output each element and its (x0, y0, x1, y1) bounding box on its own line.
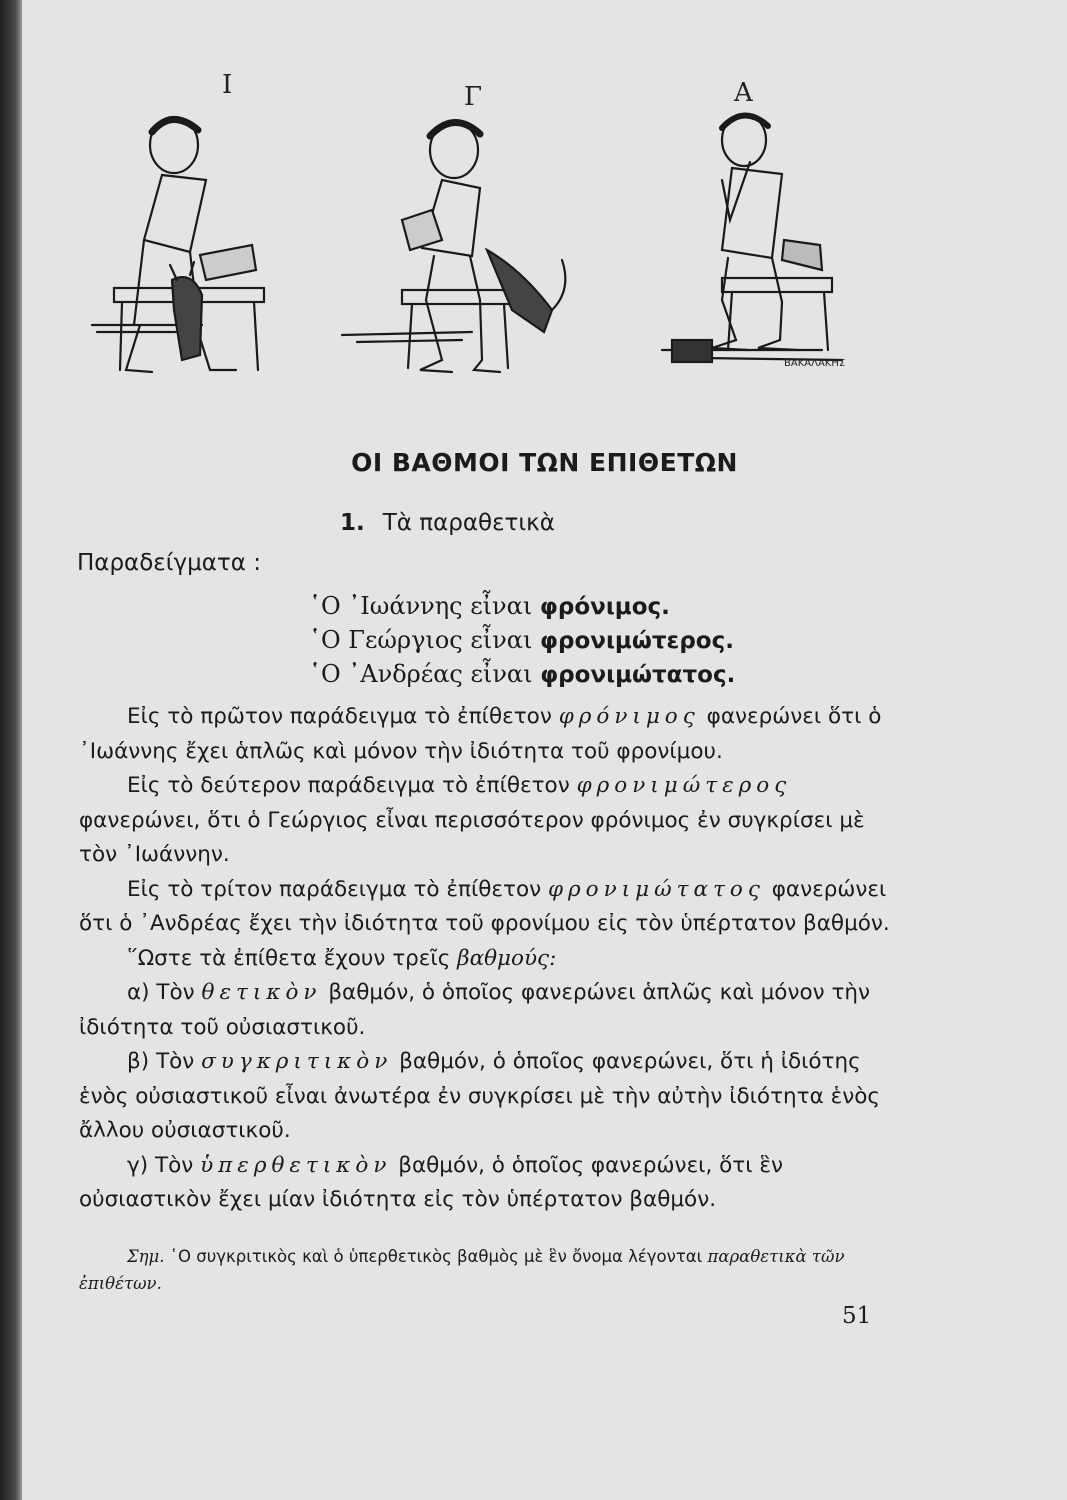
boy-ioannis-figure (114, 117, 264, 372)
example-line: ῾Ο ᾿Ανδρέας εἶναι φρονιμώτατος. (309, 660, 736, 688)
section-number: 1. (340, 510, 365, 536)
illustration-letter-a: Α (734, 78, 753, 108)
illustration (82, 70, 902, 400)
footnote (79, 1243, 899, 1297)
page-number: 51 (842, 1303, 872, 1329)
illustrator-signature: ΒΑΚΑΛΑΚΗΣ (784, 358, 846, 369)
examples-label: Παραδείγματα : (77, 550, 261, 576)
book-page (22, 0, 1067, 1500)
body-text (79, 700, 899, 1218)
note-label: Σημ. (127, 1247, 165, 1266)
three-boys-drawing (82, 70, 902, 400)
illustration-letter-g: Γ (464, 82, 483, 112)
paragraph: Εἰς τὸ δεύτερον παράδειγμα τὸ ἐπίθετον φρονιμώτερος φανερώνει, ὅτι ὁ Γεώργιος εἶναι περισσότερον φρόνιμος ἐν συγκρίσει μὲ τὸν ᾿Ιωάννην. (79, 773, 865, 867)
section-heading (340, 510, 555, 536)
book-spine (0, 0, 22, 1500)
paragraph: Εἰς τὸ πρῶτον παράδειγμα τὸ ἐπίθετον φρόνιμος φανερώνει ὅτι ὁ ᾿Ιωάννης ἔχει ἁπλῶς καὶ μόνον τὴν ἰδιότητα τοῦ φρονίμου. (79, 704, 882, 764)
boy-georgios-figure (402, 122, 565, 372)
summary-paragraph: ῞Ωστε τὰ ἐπίθετα ἔχουν τρεῖς βαθμούς: (127, 945, 557, 971)
degree-item: γ) Τὸν ὑπερθετικὸν βαθμόν, ὁ ὁποῖος φανερώνει, ὅτι ἓν οὐσιαστικὸν ἔχει μίαν ἰδιότητα εἰς τὸν ὑπέρτατον βαθμόν. (79, 1152, 783, 1212)
note-italic: παραθετικὰ τῶν ἐπιθέτων. (79, 1247, 845, 1293)
note-text: ῾Ο συγκριτικὸς καὶ ὁ ὑπερθετικὸς βαθμὸς μὲ ἓν ὄνομα λέγονται (169, 1247, 703, 1266)
paragraph: Εἰς τὸ τρίτον παράδειγμα τὸ ἐπίθετον φρονιμώτατος φανερώνει ὅτι ὁ ᾿Ανδρέας ἔχει τὴν ἰδιότητα τοῦ φρονίμου εἰς τὸν ὑπέρτατον βαθμόν. (79, 876, 890, 936)
boy-andreas-figure (672, 114, 832, 362)
degree-item: α) Τὸν θετικὸν βαθμόν, ὁ ὁποῖος φανερώνει ἁπλῶς καὶ μόνον τὴν ἰδιότητα τοῦ οὐσιαστικοῦ. (79, 980, 871, 1040)
examples-list (309, 590, 735, 692)
section-label: Τὰ παραθετικὰ (382, 510, 555, 536)
degree-item: β) Τὸν συγκριτικὸν βαθμόν, ὁ ὁποῖος φανερώνει, ὅτι ἡ ἰδιότης ἑνὸς οὐσιαστικοῦ εἶναι ἀνωτέρα ἐν συγκρίσει μὲ τὴν αὐτὴν ἰδιότητα ἑνὸς ἄλλου οὐσιαστικοῦ. (79, 1049, 881, 1143)
example-line: ῾Ο Γεώργιος εἶναι φρονιμώτερος. (309, 626, 734, 654)
illustration-letter-i: Ι (222, 70, 233, 100)
example-line: ῾Ο ᾿Ιωάννης εἶναι φρόνιμος. (309, 592, 670, 620)
page-title: ΟΙ ΒΑΘΜΟΙ ΤΩΝ ΕΠΙΘΕΤΩΝ (351, 448, 738, 477)
